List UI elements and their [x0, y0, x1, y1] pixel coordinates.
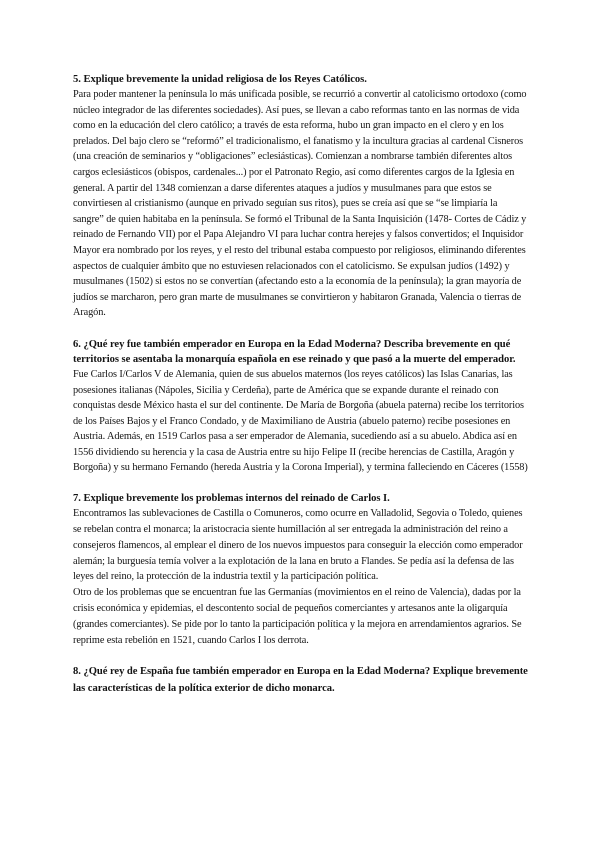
- document-content: [73, 72, 528, 713]
- question-5-answer: Para poder mantener la península lo más unificada posible, se recurrió a convertir al catolicismo ortodoxo (como núcleo integrador de las diferentes sociedades). Así pues, se llevan a cabo reformas tanto en las normas de vida como en la educación del clero católico; a través de esta reforma, hubo un gran impacto en el clero y en los prelados. Del bajo clero se “reformó” el tradicionalismo, el fanatismo y la incultura gracias al cardenal Cisneros (una creación de seminarios y “obligaciones” eclesiásticas). Comienzan a nombrarse también diferentes altos cargos eclesiásticos (obispos, cardenales...) por el Patronato Regio, así como diferentes cargos de la Iglesia en general. A partir del 1348 comienzan a darse diferentes ataques a judíos y musulmanes para que estos se convirtiesen al cristianismo (aunque en privado seguían sus ritos), pues se creía así que se “se limpiaría la sangre” de quien habitaba en la península. Se formó el Tribunal de la Santa Inquisición (1478- Cortes de Cádiz y reinado de Fernando VII) por el Papa Alejandro VI para luchar contra herejes y falsos convertidos; el Inquisidor Mayor era nombrado por los reyes, y el resto del tribunal estaba compuesto por religiosos, eliminando diferentes aspectos de cualquier ámbito que no estuviesen relacionados con el catolicismo. Se expulsan judíos (1492) y musulmanes (1502) si estos no se convertían (afectando esto a la economía de la península); la gran mayoría de judíos se marcharon, pero gran marte de musulmanes se convirtieron y habitaron Granada, Valencia o tierras de Aragón.: [73, 89, 527, 319]
- question-6-answer: Fue Carlos I/Carlos V de Alemania, quien de sus abuelos maternos (los reyes católicos) las Islas Canarias, las posesiones italianas (Nápoles, Sicilia y Cerdeña), parte de América que se expande durante el reinado con conquistas desde México hasta el sur del continente. De María de Borgoña (abuela paterna) recibe los territorios de los Países Bajos y el Franco Condado, y de Maximiliano de Austria (abuelo paterno) recibe posesiones en Austria. Además, en 1519 Carlos pasa a ser emperador de Alemania, sucediendo así a su abuelo. Abdica así en 1556 dividiendo su herencia y la casa de Austria entre su hijo Felipe II (recibe herencias de Castilla, Aragón y Borgoña) y su hermano Fernando (hereda Austria y la Corona Imperial), y termina falleciendo en Cáceres (1558): [73, 368, 528, 474]
- question-8-section: [73, 664, 528, 697]
- question-7-heading: 7. Explique brevemente los problemas internos del reinado de Carlos I.: [73, 493, 390, 505]
- question-7-answer-part-2: Otro de los problemas que se encuentran fue las Germanías (movimientos en el reino de Valencia), dadas por la crisis económica y epidemias, el descontento social de pequeños comerciantes y artesanos ante la oligarquía (grandes comerciantes). Se pide por lo tanto la participación política y la mejora en arrendamientos agrarios. Se reprime esta rebelión en 1521, cuando Carlos I los derrota.: [73, 587, 522, 646]
- question-6-section: [73, 337, 528, 476]
- question-7-section: [73, 492, 528, 648]
- question-5-heading: 5. Explique brevemente la unidad religiosa de los Reyes Católicos.: [73, 74, 367, 85]
- question-7-answer-part-1: Encontramos las sublevaciones de Castilla o Comuneros, como ocurre en Valladolid, Segovia o Toledo, quienes se rebelan contra el monarca; la aristocracia siente humillación al ser entregada la administración del reino a consejeros flamencos, al emplear el dinero de los nuevos impuestos para conseguir la elección como emperador alemán; la burguesía temía volver a la explotación de la lana en bruto a Flandes. Se pedía así la defensa de las leyes del reino, la protección de la industria textil y la participación política.: [73, 508, 523, 583]
- question-5-section: [73, 72, 528, 321]
- question-6-heading: 6. ¿Qué rey fue también emperador en Europa en la Edad Moderna? Describa brevemente en qué territorios se asentaba la monarquía española en ese reinado y que pasó a la muerte del emperador.: [73, 338, 516, 365]
- question-8-heading: 8. ¿Qué rey de España fue también emperador en Europa en la Edad Moderna? Explique brevemente las características de la política exterior de dicho monarca.: [73, 666, 528, 694]
